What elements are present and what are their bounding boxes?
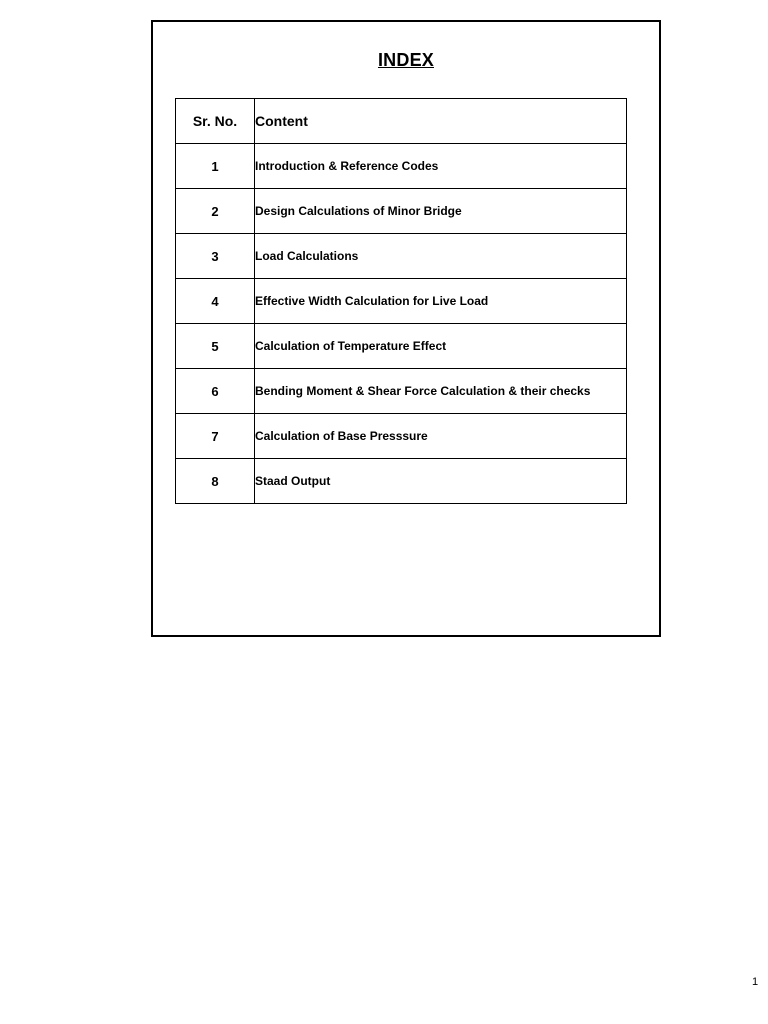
table-row (176, 459, 627, 504)
content-cell: Calculation of Temperature Effect (255, 324, 627, 369)
sr-no-cell: 1 (176, 144, 255, 189)
table-row (176, 414, 627, 459)
table-row (176, 189, 627, 234)
sr-no-cell: 2 (176, 189, 255, 234)
sr-no-cell: 7 (176, 414, 255, 459)
page-number: 1 (752, 976, 759, 988)
table-row (176, 369, 627, 414)
table-row (176, 279, 627, 324)
content-cell: Bending Moment & Shear Force Calculation & their checks (255, 369, 627, 414)
content-cell: Effective Width Calculation for Live Load (255, 279, 627, 324)
sr-no-cell: 3 (176, 234, 255, 279)
content-cell: Design Calculations of Minor Bridge (255, 189, 627, 234)
table-row (176, 324, 627, 369)
page-frame (151, 20, 661, 637)
content-cell: Introduction & Reference Codes (255, 144, 627, 189)
sr-no-cell: 8 (176, 459, 255, 504)
content-cell: Calculation of Base Presssure (255, 414, 627, 459)
content-cell: Staad Output (255, 459, 627, 504)
table-header-row (176, 99, 627, 144)
page-title: INDEX (377, 50, 434, 70)
table-row (176, 234, 627, 279)
table-row (176, 144, 627, 189)
sr-no-cell: 6 (176, 369, 255, 414)
column-header-content: Content (255, 99, 627, 144)
sr-no-cell: 5 (176, 324, 255, 369)
sr-no-cell: 4 (176, 279, 255, 324)
index-table (175, 98, 627, 504)
column-header-sr-no: Sr. No. (176, 99, 255, 144)
content-cell: Load Calculations (255, 234, 627, 279)
